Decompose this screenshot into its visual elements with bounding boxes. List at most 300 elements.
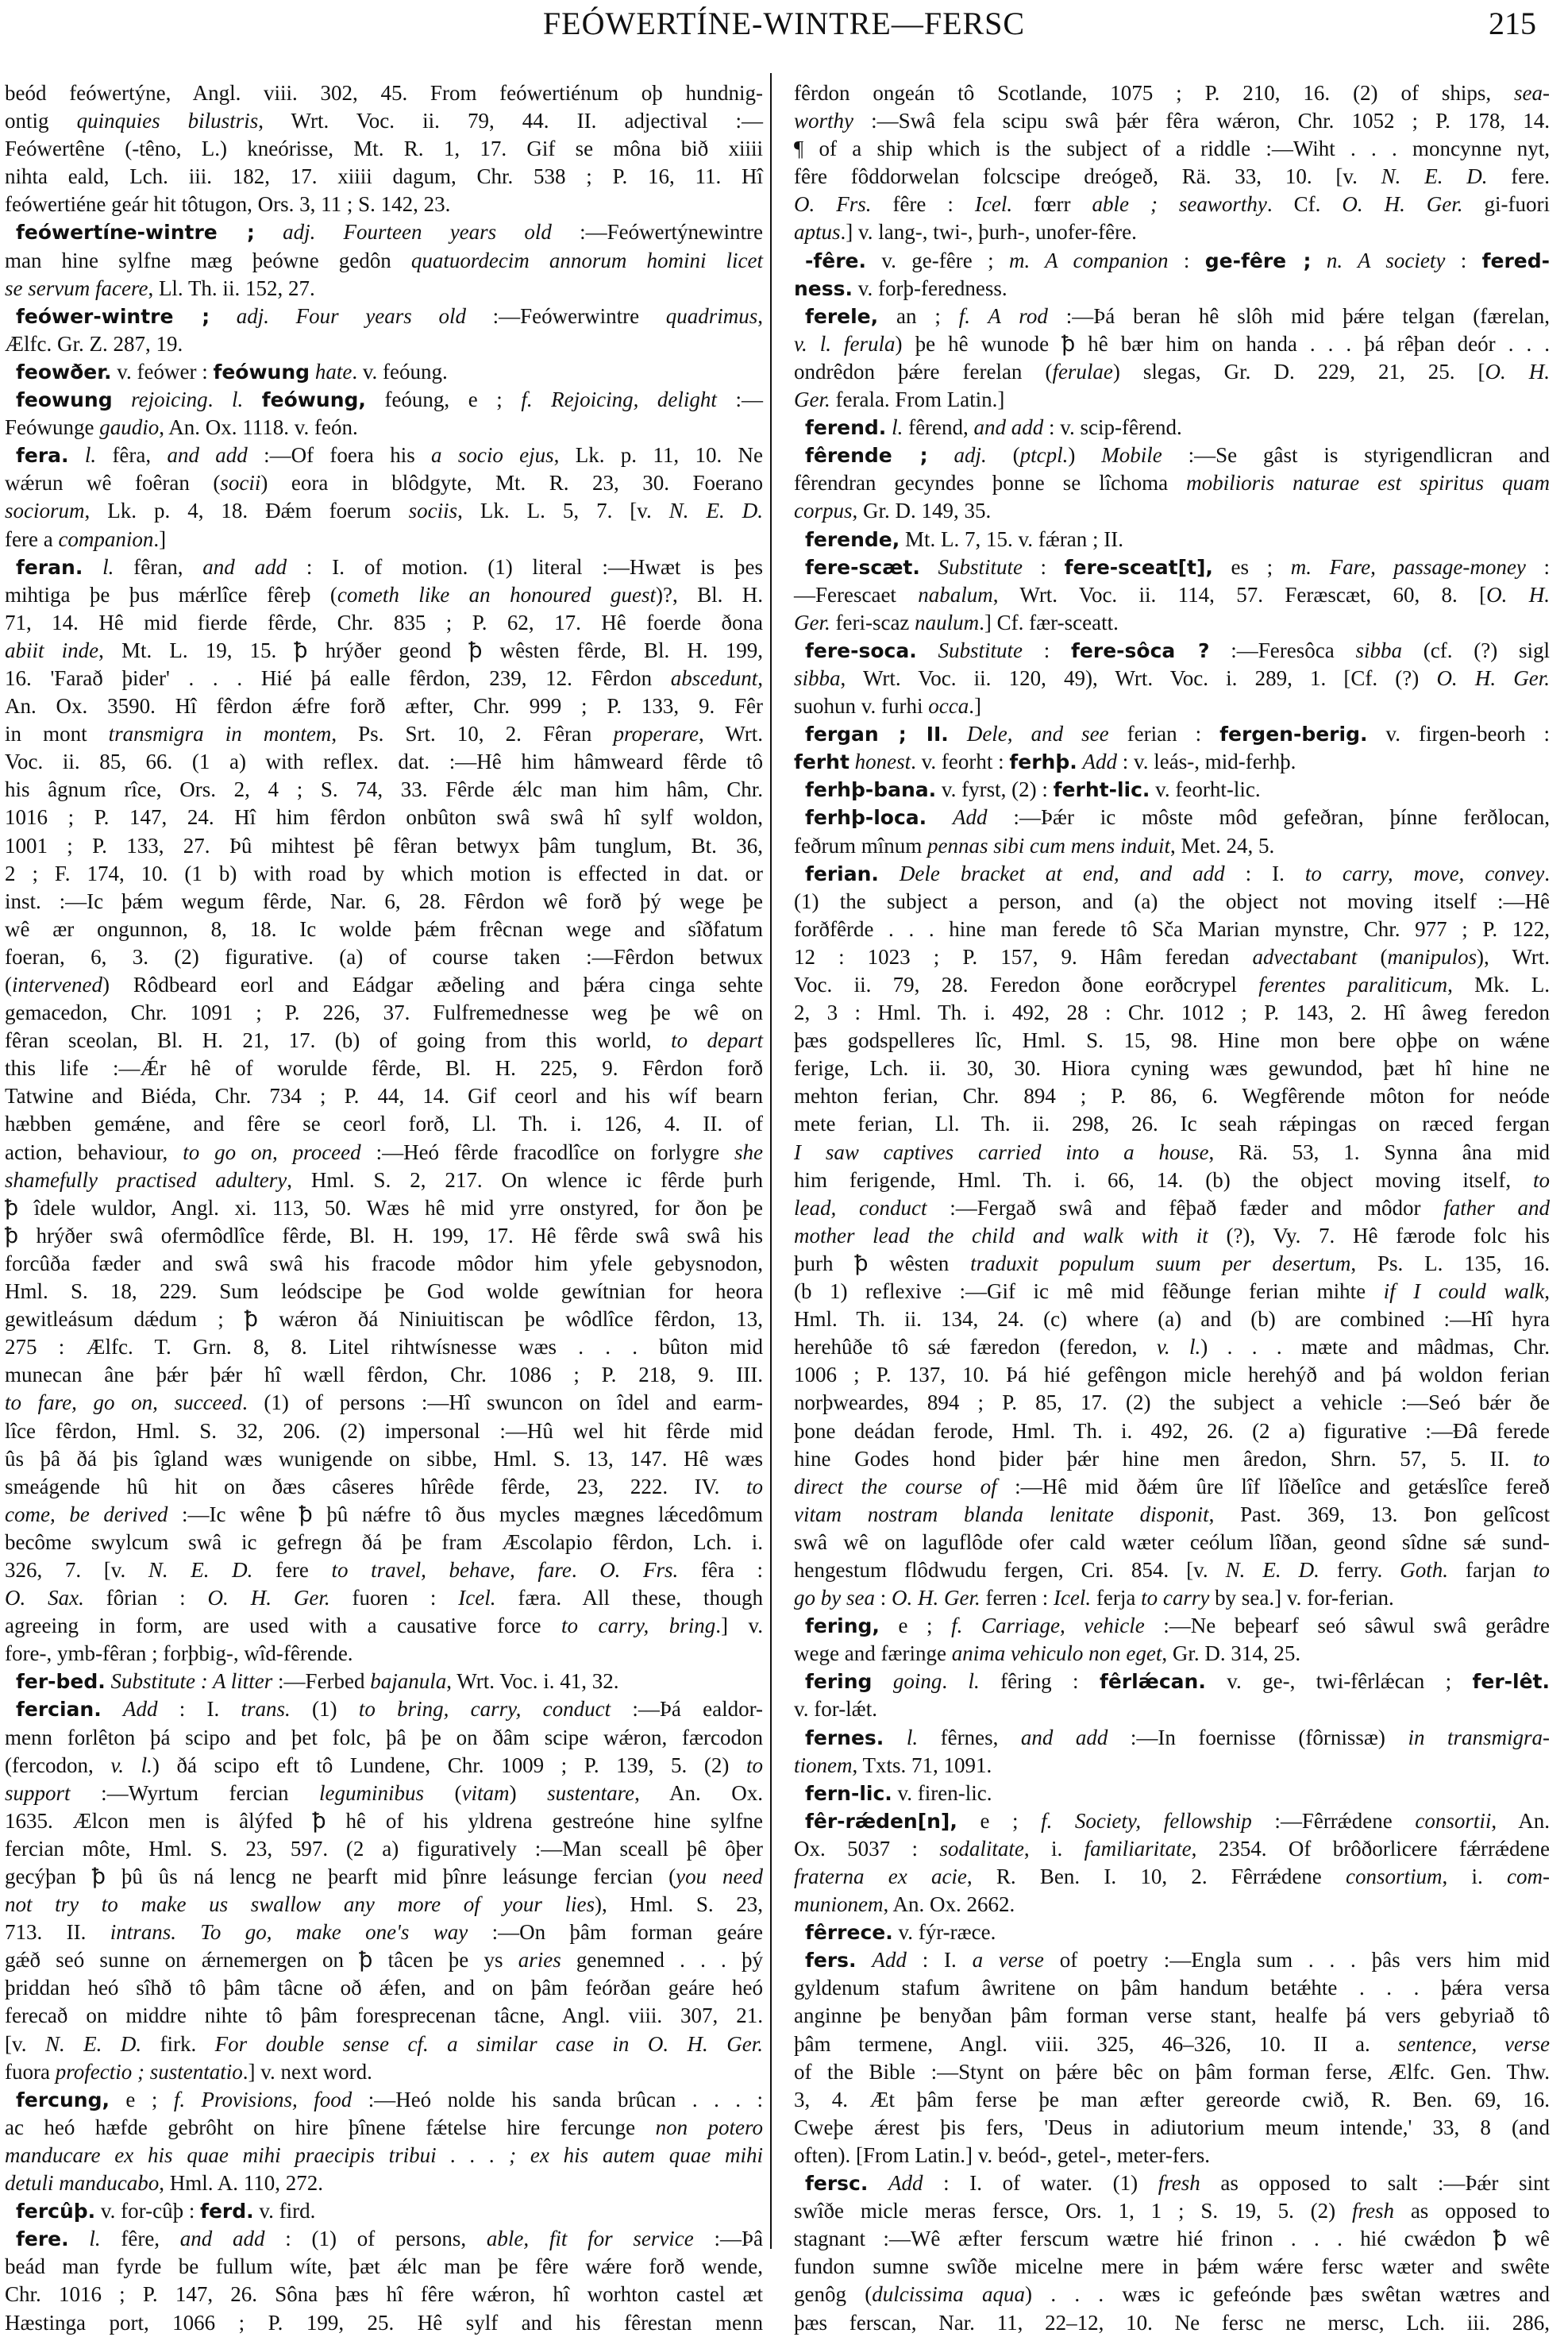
entry-start-line: feówertíne-wintre ; adj. Fourteen years old :—Feówertýnewintre (16, 220, 764, 245)
entry-start-line: fern-lic. v. firen-lic. (805, 1780, 992, 1805)
text-line: action, behaviour, to go on, proceed :—Heó fêrde fracodlîce on forlygre she (5, 1140, 763, 1164)
italic-gloss: familiaritate (1084, 1836, 1192, 1861)
text-line: come, be derived :—Ic wêne ꝥ þû nǽfre tô ðus mycles mægnes lǽcedômum (5, 1502, 763, 1526)
italic-gloss: tionem (794, 1753, 853, 1777)
text-line: tionem, Txts. 71, 1091. (794, 1753, 992, 1777)
italic-gloss: she (734, 1140, 763, 1164)
italic-gloss: f. Society, fellowship (1041, 1808, 1252, 1833)
headword: fernes. (805, 1726, 884, 1749)
italic-gloss: going (892, 1669, 942, 1694)
italic-gloss: consortii (1415, 1808, 1492, 1833)
italic-gloss: to travel, behave, fare (331, 1557, 572, 1582)
italic-gloss: v. l. ferula (794, 331, 896, 356)
italic-gloss: mobilioris naturae est spiritus quam (1186, 471, 1550, 496)
entry-start-line: ferian. Dele bracket at end, and add : I. to carry, move, convey. (805, 861, 1550, 885)
italic-gloss: nabalum (918, 582, 993, 607)
italic-gloss: come, be derived (5, 1502, 168, 1526)
italic-gloss: Add (872, 1948, 907, 1973)
italic-gloss: manducare ex his quae mihi praecipis tribui . . . ; ex his autem quae mihi (5, 2142, 763, 2167)
headword: feówung (213, 360, 310, 384)
headword: fêrende ; (805, 444, 928, 468)
italic-gloss: to go on, proceed (183, 1140, 361, 1164)
text-line: sociorum, Lk. p. 4, 18. Ðǽm foerum sociis, Lk. L. 5, 7. [v. N. E. D. (5, 499, 763, 523)
italic-gloss: support (5, 1780, 71, 1805)
entry-start-line: fering going. l. fêring : fêrlǽcan. v. ge-, twi-fêrlǽcan ; fer-lêt. (805, 1669, 1551, 1694)
italic-gloss: rejoicing (131, 388, 208, 412)
headword: fere-sôca ? (1071, 638, 1210, 662)
entry-start-line: fere-scæt. Substitute : fere-sceat[t], es ; m. Fare, passage-money : (805, 554, 1550, 579)
italic-gloss: to carry, move, convey (1304, 861, 1545, 885)
text-line: ondrêdon þǽre ferelan (ferulae) slegas, Gr. D. 229, 21, 25. [O. H. (794, 359, 1551, 384)
text-line: 2, 3 : Hml. Th. i. 492, 28 : Chr. 1012 ; P. 143, 2. Hî âweg feredon (794, 1001, 1550, 1025)
italic-gloss: hate (314, 359, 353, 384)
text-line (5, 2142, 763, 2169)
left-column (5, 79, 763, 2337)
italic-gloss: O. Frs. (794, 192, 872, 217)
text-line: nihta eald, Lch. iii. 182, 17. xiiii dagum, Chr. 538 ; P. 16, 11. Hî (5, 164, 763, 189)
text-line: mehton ferian, Chr. 894 ; P. 86, 6. Wegfêrende môton for neóde (794, 1084, 1550, 1109)
italic-gloss: Substitute (938, 554, 1023, 579)
text-line: wǽrun wê foêran (socii) eora in blôdgyte, Mt. R. 23, 30. Foerano (5, 471, 763, 496)
text-line: forðfêrde . . . hine man ferede tô Sča Marian mynstre, Chr. 977 ; P. 122, (794, 916, 1550, 941)
text-line: fêran sceolan, Bl. H. 21, 17. (b) of going from this world, to depart (5, 1028, 763, 1053)
italic-gloss: f. Rejoicing, delight (521, 388, 717, 412)
italic-gloss: ferentes paraliticum (1258, 973, 1448, 997)
headword: fêrrece. (805, 1921, 893, 1945)
text-line: munecan âne þǽr þǽr hî wæll fêrdon, Chr. 1086 ; P. 218, 9. III. (5, 1363, 763, 1387)
italic-gloss: anima vehiculo non eget (951, 1641, 1162, 1666)
italic-gloss: adj. (954, 443, 987, 468)
italic-gloss: quadrimus (665, 303, 758, 328)
italic-gloss: shamefully practised adultery (5, 1167, 287, 1192)
italic-gloss: sociis (408, 499, 458, 523)
italic-gloss: pennas sibi cum mens induit (927, 833, 1170, 858)
italic-gloss: vitam nostram blanda lenitate disponit (794, 1502, 1209, 1526)
headword: ferend. (805, 416, 887, 440)
italic-gloss: abscedunt (670, 665, 758, 690)
text-line: in mont transmigra in montem, Ps. Srt. 10, 2. Fêran properare, Wrt. (5, 722, 763, 746)
text-line: ferht honest. v. feorht : ferhþ. Add : v. leás-, mid-ferhþ. (794, 750, 1296, 774)
text-line: ferecað on middre nihte tô þâm foresprecenan tâcne, Angl. viii. 307, 21. (5, 2003, 763, 2028)
italic-gloss: properare (613, 722, 699, 746)
text-line: I saw captives carried into a house, Rä. 53, 1. Synna âna mid (794, 1140, 1551, 1164)
text-line: 2 ; F. 174, 10. (1 b) with road by which motion is effected in dat. or (5, 861, 763, 885)
italic-gloss: v. l. (110, 1753, 152, 1777)
italic-gloss: a verse (972, 1948, 1044, 1973)
text-line: (1) the subject a person, and (a) the object not moving itself :—Hê (794, 889, 1550, 913)
entry-start-line: fersc. Add : I. of water. (1) fresh as opposed to salt :—Þǽr sint (805, 2171, 1551, 2196)
text-line: agreeing in form, are used with a causative force to carry, bring.] v. (5, 1614, 763, 1638)
text-line: vitam nostram blanda lenitate disponit, Past. 369, 13. Þon gelîcost (794, 1502, 1550, 1526)
headword: ferd. (200, 2200, 254, 2223)
text-line: 326, 7. [v. N. E. D. fere to travel, behave, fare. O. Frs. fêra : (5, 1557, 764, 1582)
text-line: gǽð seó sunne on ǽrnemergen on ꝥ tâcen þe ys aries genemned . . . þý (5, 1948, 764, 1973)
text-line: beód feówertýne, Angl. viii. 302, 45. From feówertiénum oþ hundnig- (5, 81, 763, 105)
text-line: 16. 'Farað þider' . . . Hié þá ealle fêrdon, 239, 12. Fêrdon abscedunt, (5, 665, 763, 690)
text-line: hæbben gemǽne, and fêre se ceorl forð, Ll. Th. i. 126, 4. II. of (5, 1112, 763, 1136)
text-line: Hæstinga port, 1066 ; P. 199, 25. Hê sylf and his fêrestan menn (5, 2310, 763, 2335)
italic-gloss: fraterna ex acie (794, 1865, 967, 1888)
headword: fergen-berig. (1219, 723, 1368, 746)
text-line: smeágende hû hit on ðæs câseres hîrêde fêrde, 23, 222. IV. to (5, 1474, 763, 1498)
headword: fercian. (16, 1698, 102, 1722)
italic-gloss: you need (676, 1865, 764, 1888)
headword: fern-lic. (805, 1781, 892, 1805)
text-line: Tatwine and Biéda, Chr. 734 ; P. 44, 14. Gif ceorl and his wíf bearn (5, 1084, 763, 1109)
italic-gloss: occa (928, 694, 969, 719)
italic-gloss: Mobile (1101, 443, 1162, 468)
italic-gloss: to fare, go on, succeed (5, 1390, 243, 1415)
headword: fer-bed. (16, 1670, 106, 1694)
italic-gloss: aries (518, 1948, 561, 1973)
text-line: se servum facere, Ll. Th. ii. 152, 27. (5, 276, 315, 300)
headword: ferende, (805, 527, 900, 551)
italic-gloss: adj. Fourteen years old (283, 220, 552, 245)
text-line: lîce fêrdon, Hml. S. 32, 206. (2) impersonal :—Hû wel hit fêrde mid (5, 1418, 763, 1443)
text-line: hine Godes hond þider þǽr hine men âredon, Shrn. 57, 5. II. to (794, 1446, 1550, 1471)
text-line: Ælfc. Gr. Z. 287, 19. (5, 331, 183, 356)
text-line: Feówunge gaudio, An. Ox. 1118. v. feón. (5, 415, 358, 440)
italic-gloss: to (745, 1474, 763, 1498)
text-line: genôg (dulcissima aqua) . . . wæs ic gefeónde þæs swêtan wætres and (794, 2282, 1550, 2307)
italic-gloss: sociorum (5, 499, 85, 523)
text-line: ꝥ hrýðer swâ ofermôdlîce fêrde, Bl. H. 199, 17. Hê fêrde swâ swâ his (5, 1223, 763, 1248)
italic-gloss: Add (122, 1697, 158, 1722)
text-line: O. Frs. fêre : Icel. fœrr able ; seaworthy. Cf. O. H. Ger. gi-fuori (794, 192, 1551, 217)
text-line: Voc. ii. 85, 66. (1 a) with reflex. dat. :—Hê him hâmweard fêrde tô (5, 750, 763, 774)
entry-start-line: ferhþ-bana. v. fyrst, (2) : ferht-lic. v. feorht-lic. (805, 777, 1261, 802)
headword: fere-sceat[t], (1064, 555, 1213, 579)
text-line: mother lead the child and walk with it (?), Vy. 7. Hê færode folc his (794, 1223, 1550, 1248)
italic-gloss: cometh like an honoured guest (337, 582, 656, 607)
italic-gloss: Ger. (794, 610, 830, 634)
text-line: inst. :—Ic þǽm wegum fêrde, Nar. 6, 28. Fêrdon wê forð þý wege þe (5, 889, 763, 913)
italic-gloss: profectio ; sustentatio (55, 2059, 243, 2084)
text-line: man hine sylfne mæg þeówne gedôn quatuordecim annorum homini licet (5, 248, 763, 272)
text-line: ûs þâ ðá þis îgland wæs wunigende on sibbe, Hml. S. 13, 147. Hê wæs (5, 1446, 763, 1471)
text-line: v. for-lǽt. (794, 1697, 877, 1722)
italic-gloss: socii (220, 471, 261, 496)
italic-gloss: advectabant (1252, 944, 1358, 969)
text-line: worthy :—Swâ fela scipu swâ þǽr fêra wǽron, Chr. 1052 ; P. 178, 14. (794, 109, 1550, 133)
italic-gloss: fresh (1158, 2171, 1200, 2196)
text-line: support :—Wyrtum fercian leguminibus (vitam) sustentare, An. Ox. (5, 1780, 763, 1805)
text-line: (b 1) reflexive :—Gif ic mê mid fêðunge ferian mihte if I could walk, (794, 1279, 1550, 1304)
headword: ge-fêre ; (1204, 249, 1312, 272)
entry-start-line: fera. l. fêra, and add :—Of foera his a socio ejus, Lk. p. 11, 10. Ne (16, 443, 763, 468)
text-line: Hml. S. 18, 229. Sum leódscipe þe God wolde gewítnian for heora (5, 1279, 763, 1304)
text-line: Feówertêne (-têno, L.) kneórisse, Mt. R. 1, 17. Gif se môna bið xiiii (5, 137, 763, 161)
text-line: gemacedon, Chr. 1091 ; P. 226, 37. Fulfremednesse weg þe wê on (5, 1001, 763, 1025)
italic-gloss: sentence, verse (1397, 2031, 1550, 2056)
italic-gloss: gaudio (99, 415, 160, 440)
italic-gloss: to (745, 1753, 763, 1777)
italic-gloss: quatuordecim annorum homini licet (410, 248, 763, 272)
headword: ness. (794, 276, 853, 300)
text-line: anginne þe benyðan þâm forman verse stant, healfe þá vers gebyriað tô (794, 2003, 1550, 2028)
italic-gloss: honest (854, 750, 911, 774)
text-line: to fare, go on, succeed. (1) of persons :—Hî swuncon on îdel and earm- (5, 1390, 763, 1415)
entry-start-line: fering, e ; f. Carriage, vehicle :—Ne beþearf seó sâwul swâ gerâdre (805, 1614, 1550, 1638)
text-line: þæs ferscan, Nar. 11, 22–12, 10. Ne fersc ne mersc, Lch. iii. 286, (794, 2310, 1550, 2335)
text-line: ontig quinquies bilustris, Wrt. Voc. ii. 79, 44. II. adjectival :— (5, 109, 763, 133)
text-line: munionem, An. Ox. 2662. (794, 1892, 1015, 1917)
entry-start-line: ferhþ-loca. Add :—Þǽr ic môste môd gefeðran, þínne ferðlocan, (805, 805, 1550, 830)
italic-gloss: l. (892, 415, 903, 440)
text-line: fêrdon ongeán tô Scotlande, 1075 ; P. 210, 16. (2) of ships, sea- (794, 81, 1550, 105)
column-divider (770, 73, 772, 2249)
italic-gloss: N. E. D. (148, 1557, 253, 1582)
running-head: FEÓWERTÍNE-WINTRE—FERSC (542, 6, 1026, 41)
right-column (794, 79, 1550, 2337)
entry-start-line: fergan ; II. Dele, and see ferian : fergen-berig. v. firgen-beorh : (805, 722, 1551, 746)
text-line: this life :—Ǽr hê of worulde fêrde, Bl. H. 225, 9. Fêrdon forð (5, 1056, 763, 1081)
text-line: þriddan heó sîhð tô þâm tâcne oð ǽfen, and on þâm feórðan geáre heó (5, 1976, 763, 2000)
text-line: wege and færinge anima vehiculo non eget, Gr. D. 314, 25. (794, 1641, 1301, 1666)
headword: fera. (16, 444, 69, 468)
italic-gloss: to carry (1141, 1586, 1210, 1610)
italic-gloss: munionem (794, 1892, 884, 1917)
text-line: ac heó hæfde gebrôht on hire þînene fǽtelse hire fercunge non potero (5, 2115, 764, 2139)
italic-gloss: Substitute : A litter (110, 1669, 273, 1694)
italic-gloss: sea- (1514, 81, 1550, 105)
headword: ferhþ-bana. (805, 778, 937, 802)
italic-gloss: and add (973, 415, 1044, 440)
italic-gloss: intrans. To go, make one's way (110, 1920, 468, 1945)
text-line: norþweardes, 894 ; P. 85, 17. (2) the subject a vehicle :—Seó bǽr ðe (794, 1390, 1550, 1415)
italic-gloss: l. (84, 443, 97, 468)
text-line: herehûðe tô sǽ færedon (feredon, v. l.) . . . mæte and mâdmas, Chr. (794, 1335, 1550, 1359)
text-line: go by sea : O. H. Ger. ferren : Icel. ferja to carry by sea.] v. for-ferian. (794, 1586, 1394, 1610)
entry-start-line: fernes. l. fêrnes, and add :—In foernisse (fôrnissæ) in transmigra- (805, 1725, 1550, 1749)
text-line: fundon sumne swîðe micelne mere in þǽm wǽre fersc wæter and swête (794, 2254, 1550, 2279)
italic-gloss: to depart (671, 1028, 763, 1053)
italic-gloss: bajanula (370, 1669, 447, 1694)
italic-gloss: O. H. Ger. (1436, 665, 1551, 690)
italic-gloss: l. (231, 388, 244, 412)
italic-gloss: Dele, and see (966, 722, 1109, 746)
entry-start-line: fer-bed. Substitute : A litter :—Ferbed bajanula, Wrt. Voc. i. 41, 32. (16, 1669, 619, 1694)
text-line: Ger. ferala. From Latin.] (794, 388, 1005, 412)
entry-start-line: fêrende ; adj. (ptcpl.) Mobile :—Se gâst is styrigendlicran and (805, 443, 1551, 468)
text-line: 3, 4. Æt þâm ferse þe man æfter gereorde cwið, R. Ben. 69, 16. (794, 2087, 1550, 2111)
italic-gloss: Goth. (1400, 1557, 1449, 1582)
italic-gloss: Icel. (974, 192, 1013, 217)
headword: feówung, (261, 388, 366, 412)
italic-gloss: and add (1020, 1725, 1108, 1749)
headword: fers. (805, 1949, 857, 1973)
italic-gloss: Add (953, 805, 988, 830)
text-line: hengestum flôdwudu fergen, Cri. 854. [v. N. E. D. ferry. Goth. farjan to (794, 1557, 1550, 1582)
text-line: O. Sax. fôrian : O. H. Ger. fuoren : Icel. færa. All these, though (5, 1586, 764, 1610)
entry-start-line: fercûþ. v. for-cûþ : ferd. v. fird. (16, 2199, 316, 2223)
italic-gloss: to (1532, 1557, 1550, 1582)
italic-gloss: f. A rod (958, 303, 1048, 328)
italic-gloss: and add (167, 443, 248, 468)
text-line: mete ferian, Ll. Th. ii. 298, 26. Ic seah rǽpingas on ræced fergan (794, 1112, 1550, 1136)
text-line: gecýþan ꝥ þû ûs ná lencg ne þearft mid þînre leásunge fercian (you need (5, 1865, 764, 1888)
text-line: þæs godspelleres lîc, Hml. S. 15, 98. Hine mon bere oþþe on wǽne (794, 1028, 1550, 1053)
entry-start-line: fere-soca. Substitute : fere-sôca ? :—Feresôca sibba (cf. (?) sigl (805, 638, 1550, 662)
italic-gloss: Add (888, 2171, 923, 2196)
italic-gloss: se servum facere (5, 276, 148, 300)
italic-gloss: mother lead the child and walk with it (794, 1223, 1208, 1248)
headword: fere-soca. (805, 638, 917, 662)
italic-gloss: worthy (794, 109, 854, 133)
text-line: (fercodon, v. l.) ðá scipo eft tô Lundene, Chr. 1009 ; P. 139, 5. (2) to (5, 1753, 763, 1777)
italic-gloss: a socio ejus (431, 443, 554, 468)
italic-gloss: and add (179, 2227, 265, 2251)
entry-start-line: fere. l. fêre, and add : (1) of persons, able, fit for service :—Þâ (16, 2227, 764, 2251)
italic-gloss: O. Frs. (599, 1557, 679, 1582)
italic-gloss: O. H. Ger. (207, 1586, 330, 1610)
italic-gloss: lead, conduct (794, 1195, 927, 1220)
italic-gloss: Add (1082, 750, 1117, 774)
headword: fêr-rǽden[n], (805, 1809, 957, 1833)
italic-gloss: vitam (461, 1780, 510, 1805)
text-line: becôme swylcum swâ ic gefregn ðá þe fram Æscolapio fêrdon, Lch. i. (5, 1529, 763, 1554)
italic-gloss: sustentare (547, 1780, 635, 1805)
italic-gloss: N. E. D. (44, 2031, 142, 2056)
text-line: of the Bible :—Stynt on þǽre bêc on þâm forman ferse, Ælfc. Gen. Thw. (794, 2059, 1550, 2084)
italic-gloss: Icel. (1053, 1586, 1092, 1610)
headword: ferht (794, 750, 849, 774)
text-line: foeran, 6, 3. (2) figurative. (a) of course taken :—Fêrdon betwux (5, 944, 763, 969)
page-number: 215 (1489, 6, 1536, 41)
headword: fering (805, 1670, 873, 1694)
italic-gloss: Ger. (794, 388, 830, 412)
italic-gloss: adj. Four years old (236, 303, 466, 328)
text-line: ¶ of a ship which is the subject of a riddle :—Wiht . . . moncynne nyt, (794, 137, 1550, 161)
italic-gloss: m. Fare, passage-money (1290, 554, 1526, 579)
italic-gloss: fresh (1351, 2199, 1394, 2223)
text-line: þâm termene, Angl. viii. 325, 46–326, 10. II a. sentence, verse (794, 2031, 1550, 2056)
text-line: gyldenum stafum âwritene on þâm handum betǽhte . . . þǽra versa (794, 1976, 1550, 2000)
text-line: feðrum mînum pennas sibi cum mens induit, Met. 24, 5. (794, 833, 1275, 858)
text-line: swîðe micle meras fersce, Ors. 1, 1 ; S. 19, 5. (2) fresh as opposed to (794, 2199, 1550, 2223)
italic-gloss: For double sense cf. a similar case in O. H. Ger. (214, 2031, 763, 2056)
italic-gloss: father and (1443, 1195, 1551, 1220)
italic-gloss: intervened (12, 973, 102, 997)
headword: fere-scæt. (805, 555, 920, 579)
italic-gloss: O. Sax. (5, 1586, 84, 1610)
headword: feowðer. (16, 360, 112, 384)
headword: feowung (16, 388, 113, 412)
italic-gloss: I saw captives carried into a house (794, 1140, 1209, 1164)
entry-start-line: feówer-wintre ; adj. Four years old :—Feówerwintre quadrimus, (16, 303, 764, 328)
text-line: fore-, ymb-fêran ; forþbig-, wîd-fêrende. (5, 1641, 353, 1666)
entry-start-line: feowung rejoicing. l. feówung, feóung, e ; f. Rejoicing, delight :— (16, 388, 763, 412)
text-line: Hml. Th. ii. 134, 24. (c) where (a) and (b) are combined :—Hî hyra (794, 1307, 1550, 1332)
headword: fering, (805, 1614, 880, 1638)
entry-start-line: fêr-rǽden[n], e ; f. Society, fellowship :—Fêrrǽdene consortii, An. (805, 1808, 1550, 1833)
headword: fere. (16, 2227, 69, 2251)
headword: feran. (16, 555, 83, 579)
text-line: forcûða fæder and swâ swâ his fracode môdor him yfele gebysnodon, (5, 1251, 763, 1275)
text-line: 1635. Ælcon men is âlýfed ꝥ hê of his yldrena gestreóne hine sylfne (5, 1808, 763, 1833)
text-line: fêrendran gecyndes þonne se lîchoma mobilioris naturae est spiritus quam (794, 471, 1550, 496)
headword: -fêre. (805, 249, 866, 272)
italic-gloss: able ; seaworthy (1092, 192, 1267, 217)
italic-gloss: naulum (915, 610, 980, 634)
italic-gloss: ferulae (1052, 359, 1113, 384)
text-line: detuli manducabo, Hml. A. 110, 272. (5, 2171, 323, 2196)
italic-gloss: trans. (241, 1697, 291, 1722)
headword: ferhþ. (1009, 750, 1077, 774)
text-line: lead, conduct :—Fergað swâ and fêþað fæder and môdor father and (794, 1195, 1551, 1220)
headword: fergan ; II. (805, 723, 949, 746)
italic-gloss: l. (906, 1725, 919, 1749)
italic-gloss: N. E. D. (1381, 164, 1488, 189)
italic-gloss: traduxit populum suum per desertum (970, 1251, 1351, 1275)
text-line: Chr. 1016 ; P. 147, 26. Sôna þæs hî fêre wǽron, hî worhton castel æt (5, 2282, 763, 2307)
text-line: 12 : 1023 ; P. 157, 9. Hâm feredan advectabant (manipulos), Wrt. (794, 944, 1550, 969)
italic-gloss: direct the course of (794, 1474, 997, 1498)
italic-gloss: transmigra in montem (108, 722, 332, 746)
headword: ferele, (805, 304, 879, 328)
text-line: v. l. ferula) þe hê wunode ꝥ hê bær him on handa . . . þá rêþan deór . . . (794, 331, 1551, 356)
italic-gloss: com- (1507, 1865, 1550, 1888)
text-line: beád man fyrde be fullum wíte, þæt ǽlc man þe fêre wǽre forð wende, (5, 2254, 763, 2279)
entry-start-line: feran. l. fêran, and add : I. of motion. (1) literal :—Hwæt is þes (16, 554, 763, 579)
italic-gloss: non potero (655, 2115, 764, 2139)
entry-start-line: ferele, an ; f. A rod :—Þá beran hê slôh mid þǽre telgan (færelan, (805, 303, 1550, 328)
entry-start-line: ferende, Mt. L. 7, 15. v. fǽran ; II. (805, 526, 1123, 551)
text-line: not try to make us swallow any more of your lies), Hml. S. 23, (5, 1892, 763, 1917)
text-line: swâ wê on laguflôde ofer cald wæter ceólum lîðan, geond sîdne sǽ sund- (794, 1529, 1550, 1554)
text-line: ferige, Lch. ii. 30, 30. Hiora cyning wæs gewundod, þæt hî hine ne (794, 1056, 1550, 1081)
text-line: stagnant :—Wê æfter ferscum wætre hié frinon . . . hié cwǽdon ꝥ wê (794, 2227, 1550, 2251)
italic-gloss: Substitute (938, 638, 1023, 662)
italic-gloss: f. Carriage, vehicle (951, 1614, 1145, 1638)
text-line: shamefully practised adultery, Hml. S. 2, 217. On wlence ic fêrde þurh (5, 1167, 763, 1192)
text-line: 71, 14. Hê mid fierde fêrde, Chr. 835 ; P. 62, 17. Hê foerde ðona (5, 610, 763, 634)
entry-start-line: feowðer. v. feówer : feówung hate. v. feóung. (16, 359, 448, 384)
italic-gloss: O. H. Ger. (1342, 192, 1463, 217)
entry-start-line: ferend. l. fêrend, and add : v. scip-fêrend. (805, 415, 1182, 440)
italic-gloss: Icel. (458, 1586, 496, 1610)
text-line: gewitleásum dǽdum ; ꝥ wǽron ðá Niniuitiscan þe wôdlîce fêrdon, 13, (5, 1307, 763, 1332)
text-line: 275 : Ælfc. T. Grn. 8, 8. Litel rihtwísnesse wæs . . . bûton mid (5, 1335, 763, 1359)
text-line: direct the course of :—Hê mid ðǽm ûre lîf lîðelîce and getǽslîce fereð (794, 1474, 1550, 1498)
text-line: Voc. ii. 79, 28. Feredon ðone eorðcrypel ferentes paraliticum, Mk. L. (794, 973, 1551, 997)
text-line: menn forlêton þá scipo and þet folc, þâ þe on ðâm scipe wǽron, færcodon (5, 1725, 763, 1749)
italic-gloss: detuli manducabo (5, 2171, 160, 2196)
italic-gloss: Dele bracket at end, and add (899, 861, 1225, 885)
italic-gloss: manipulos (1387, 944, 1477, 969)
text-line: fêre fôddorwelan folcscipe dreógeð, Rä. 33, 10. [v. N. E. D. fere. (794, 164, 1551, 189)
text-line: fuora profectio ; sustentatio.] v. next word. (5, 2059, 372, 2084)
headword: ferhþ-loca. (805, 806, 927, 830)
text-line: 1016 ; P. 147, 24. Hî him fêrdon onbûton swâ swâ hî sylf woldon, (5, 805, 763, 830)
text-line: þone deádan ferode, Hml. Th. i. 492, 26. (2 a) figurative :—Ðâ ferede (794, 1418, 1550, 1443)
italic-gloss: sibba (794, 665, 841, 690)
italic-gloss: ptcpl. (1019, 443, 1069, 468)
italic-gloss: corpus (794, 499, 853, 523)
italic-gloss: N. E. D. (1225, 1557, 1320, 1582)
headword: fersc. (805, 2172, 869, 2196)
italic-gloss: dulcissima aqua (872, 2282, 1026, 2307)
italic-gloss: n. A society (1326, 248, 1446, 272)
text-line: [v. N. E. D. firk. For double sense cf. a similar case in O. H. Ger. (5, 2031, 763, 2056)
text-line: ness. v. forþ-feredness. (794, 276, 1007, 300)
italic-gloss: l. (89, 2227, 101, 2251)
text-line: abiit inde, Mt. L. 19, 15. ꝥ hrýðer geond ꝥ wêsten fêrde, Bl. H. 199, (5, 638, 763, 662)
headword: fercung, (16, 2088, 110, 2111)
headword: fêrlǽcan. (1099, 1670, 1206, 1694)
text-line: ꝥ îdele wuldor, Angl. xi. 113, 50. Wæs hê mid yrre onstyred, for ðon þe (5, 1195, 763, 1220)
text-line: his âgnum rîce, Ors. 2, 4 ; S. 74, 33. Fêrde ǽlc man him hâm, Chr. (5, 777, 763, 802)
